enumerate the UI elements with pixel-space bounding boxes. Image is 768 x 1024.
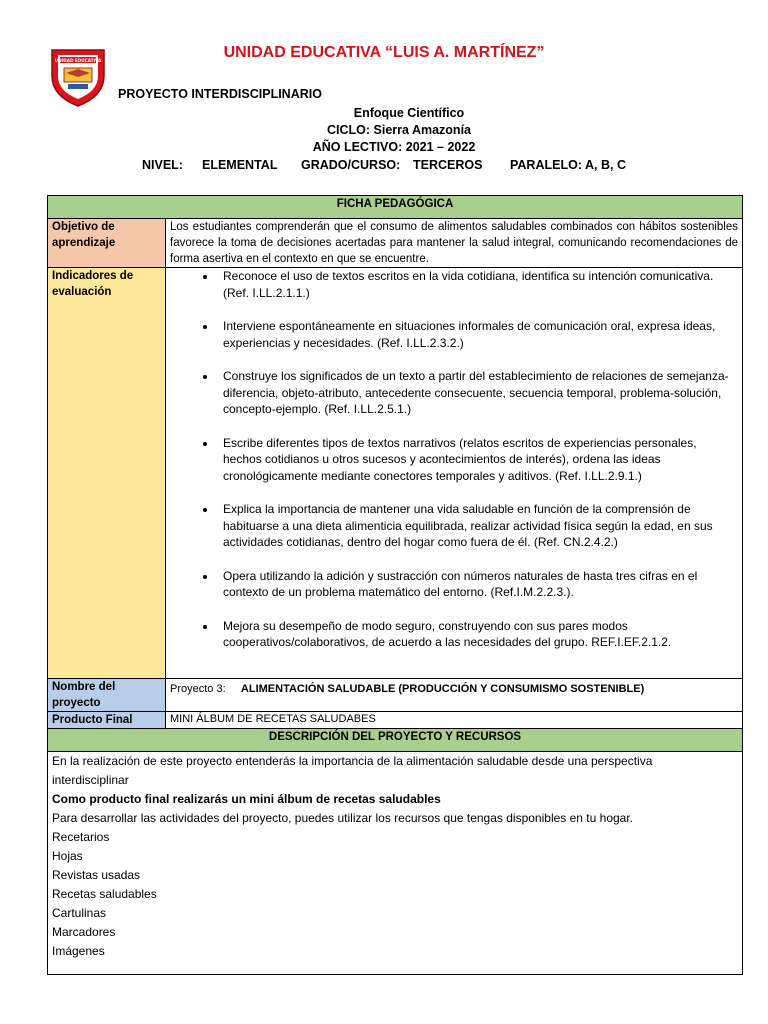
indicator-item: • Interviene espontáneamente en situaciones informales de comunicación oral, expresa ideas, experiencias y necesidades. (Ref. I.LL.2.3.2.)	[217, 318, 738, 351]
project-name-cell	[166, 679, 743, 712]
indicator-item: • Reconoce el uso de textos escritos en la vida cotidiana, identifica su intención comunicativa. (Ref. I.LL.2.1.1.)	[217, 268, 738, 301]
focus-line: Enfoque Científico	[353, 106, 465, 120]
indicator-item: • Explica la importancia de mantener una vida saludable en función de la comprensión de habituarse a una dieta alimenticia equilibrada, realizar actividad física según la edad, en sus actividades cotidianas, dentro del hogar como fuera de él. (Ref. CN.2.4.2.)	[217, 501, 738, 551]
description-product: Como producto final realizarás un mini álbum de recetas saludables	[52, 792, 441, 806]
resource-item: Recetas saludables	[52, 887, 157, 901]
parallel-label: PARALELO: A, B, C	[510, 158, 626, 172]
logo-text: UNIDAD EDUCATIVA	[54, 58, 102, 63]
grade-label: GRADO/CURSO:	[301, 158, 401, 172]
description-title: DESCRIPCIÓN DEL PROYECTO Y RECURSOS	[48, 729, 743, 752]
objective-label: Objetivo de aprendizaje	[48, 219, 166, 268]
school-name: UNIDAD EDUCATIVA “LUIS A. MARTÍNEZ”	[223, 44, 545, 61]
indicator-item: • Escribe diferentes tipos de textos narrativos (relatos escritos de experiencias personales, hechos cotidianos u otros sucesos y acontecimientos de interés), ordena las ideas cronológicamente mediante conectores temporales y aditivos. (Ref. I.LL.2.9.1.)	[217, 435, 738, 485]
indicators-label: Indicadores de evaluación	[48, 268, 166, 679]
cycle-line: CICLO: Sierra Amazonía	[326, 123, 471, 137]
level-label: NIVEL:	[142, 158, 183, 172]
resources-intro: Para desarrollar las actividades del proyecto, puedes utilizar los recursos que tengas disponibles en tu hogar.	[52, 811, 634, 825]
indicator-item: • Opera utilizando la adición y sustracción con números naturales de hasta tres cifras en el contexto de un problema matemático del entorno. (Ref.I.M.2.2.3.).	[217, 568, 738, 601]
project-number: Proyecto 3:	[170, 683, 226, 695]
description-cell	[48, 752, 743, 975]
resource-item: Recetarios	[52, 830, 110, 844]
resource-item: Marcadores	[52, 925, 116, 939]
description-intro: En la realización de este proyecto entenderás la importancia de la alimentación saludable desde una perspectiva interdisciplinar	[52, 754, 653, 787]
grade-value: TERCEROS	[413, 158, 483, 172]
resource-item: Cartulinas	[52, 906, 107, 920]
resource-item: Imágenes	[52, 944, 105, 958]
indicators-cell	[166, 268, 743, 679]
ficha-title: FICHA PEDAGÓGICA	[48, 196, 743, 219]
level-value: ELEMENTAL	[202, 158, 278, 172]
indicators-list	[170, 268, 738, 651]
project-type: PROYECTO INTERDISCIPLINARIO	[118, 87, 322, 101]
ficha-table	[47, 195, 743, 975]
project-name: ALIMENTACIÓN SALUDABLE (PRODUCCIÓN Y CONSUMISMO SOSTENIBLE)	[240, 683, 645, 695]
final-product-value: MINI ÁLBUM DE RECETAS SALUDABES	[166, 712, 743, 729]
resource-item: Hojas	[52, 849, 83, 863]
indicator-item: • Mejora su desempeño de modo seguro, construyendo con sus pares modos cooperativos/colaborativos, de acuerdo a las necesidades del grupo. REF.I.EF.2.1.2.	[217, 618, 738, 651]
indicator-item: • Construye los significados de un texto a partir del establecimiento de relaciones de semejanza-diferencia, objeto-atributo, antecedente consecuente, secuencia temporal, problema-solución, concepto-ejemplo. (Ref. I.LL.2.5.1.)	[217, 368, 738, 418]
final-product-label: Producto Final	[48, 712, 166, 729]
resource-item: Revistas usadas	[52, 868, 141, 882]
project-name-label: Nombre del proyecto	[48, 679, 166, 712]
school-year-line: AÑO LECTIVO: 2021 – 2022	[312, 140, 476, 154]
objective-text: Los estudiantes comprenderán que el consumo de alimentos saludables combinados con hábitos sostenibles favorece la toma de decisiones acertadas para mantener la salud integral, comunicando recomendaciones de forma asertiva en el contexto en que se encuentre.	[166, 219, 743, 268]
